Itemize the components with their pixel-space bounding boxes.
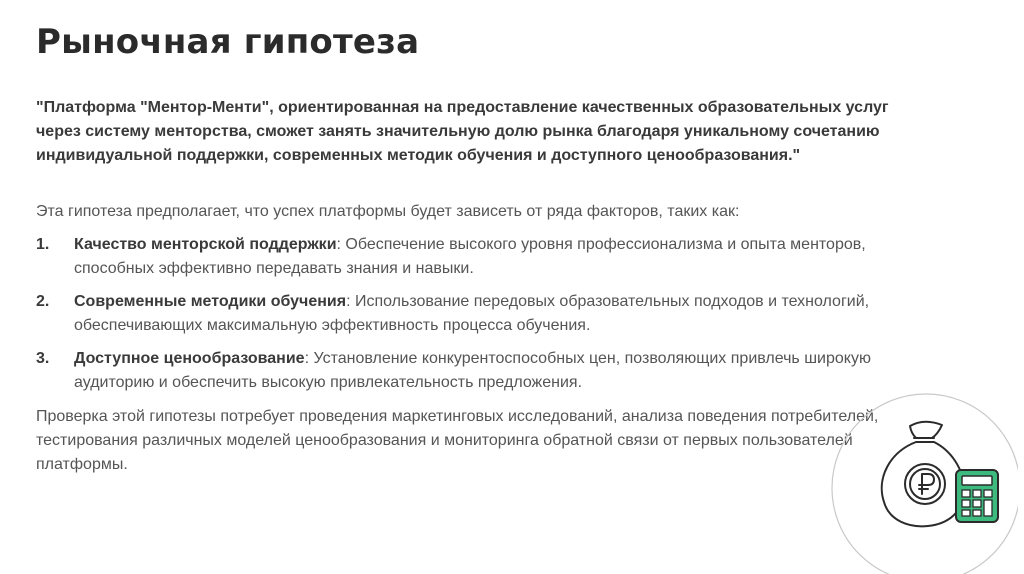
factor-name: Современные методики обучения xyxy=(74,293,347,310)
factor-number: 2. xyxy=(36,293,50,310)
factor-name: Качество менторской поддержки xyxy=(74,236,337,253)
factor-description: : Установление конкурентоспособных цен, позволяющих привлечь широкую аудиторию и обеспечить высокую привлекательность предложения. xyxy=(74,350,871,391)
factor-description: : Обеспечение высокого уровня профессионализма и опыта менторов, способных эффективно передавать знания и навыки. xyxy=(74,236,866,277)
factor-item xyxy=(36,347,936,395)
factors-list xyxy=(36,233,936,404)
money-calculator-illustration xyxy=(828,390,1018,574)
factor-name: Доступное ценообразование xyxy=(74,350,305,367)
hypothesis-statement: "Платформа "Ментор-Менти", ориентированная на предоставление качественных образовательных услуг через систему менторства, сможет занять значительную долю рынка благодаря уникальному сочетанию индивидуальной поддержки, современных методик обучения и доступного ценообразования." xyxy=(36,99,889,164)
conclusion-text: Проверка этой гипотезы потребует проведения маркетинговых исследований, анализа поведения потребителей, тестирования различных моделей ценообразования и мониторинга обратной связи от первых пользователей платформы. xyxy=(36,408,879,473)
factor-number: 1. xyxy=(36,236,50,253)
factor-item xyxy=(36,290,936,338)
factors-intro: Эта гипотеза предполагает, что успех платформы будет зависеть от ряда факторов, таких как: xyxy=(36,203,740,220)
money-bag-icon xyxy=(882,422,964,527)
factor-number: 3. xyxy=(36,350,50,367)
slide-title: Рыночная гипотеза xyxy=(36,22,420,62)
factor-item xyxy=(36,233,936,281)
factor-description: : Использование передовых образовательных подходов и технологий, обеспечивающих максимальную эффективность процесса обучения. xyxy=(74,293,870,334)
calculator-icon xyxy=(956,470,998,522)
